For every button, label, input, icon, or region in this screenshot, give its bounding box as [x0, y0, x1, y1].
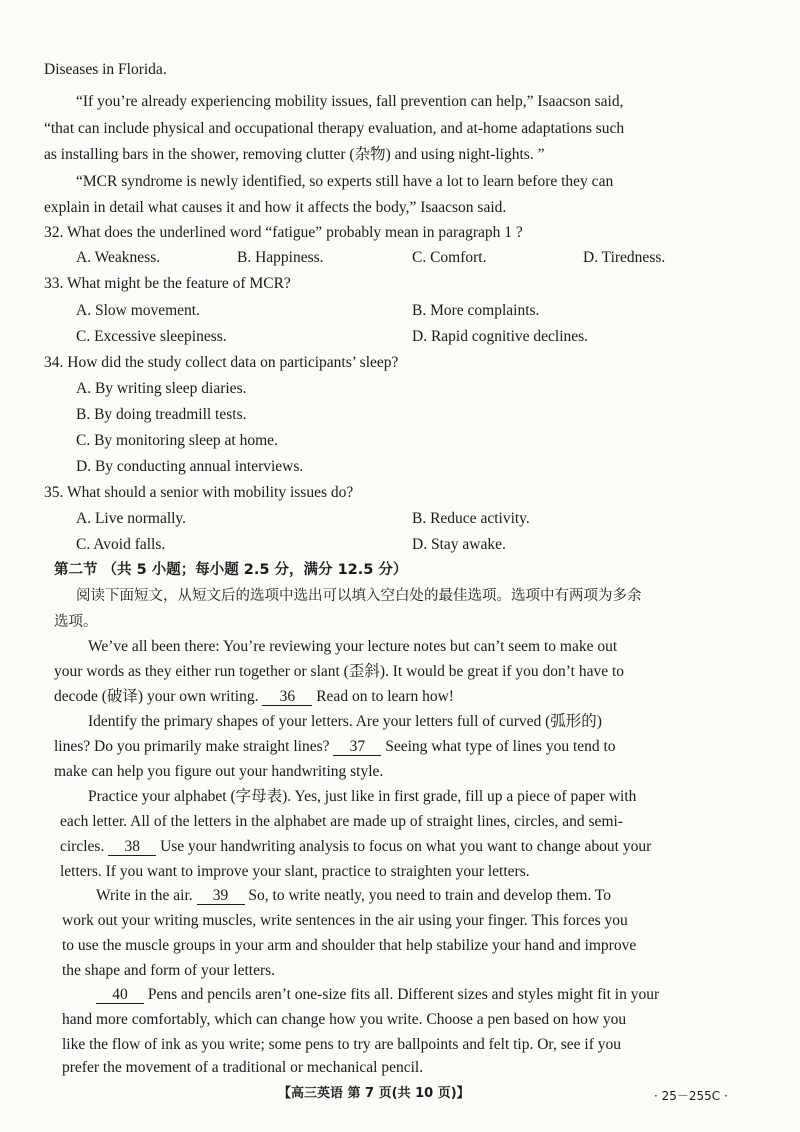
text-line: each letter. All of the letters in the alphabet are made up of straight lines, circles, and semi- — [60, 813, 623, 830]
text-line: your words as they either run together or slant (歪斜). It would be great if you don’t have to — [54, 663, 625, 680]
text-line: hand more comfortably, which can change how you write. Choose a pen based on how you — [62, 1011, 627, 1028]
text-line: We’ve all been there: You’re reviewing your lecture notes but can’t seem to make out — [88, 638, 618, 655]
text-span: lines? Do you primarily make straight lines? — [54, 738, 330, 755]
text-span: Use your handwriting analysis to focus on what you want to change about your — [160, 838, 652, 855]
text-line: “If you’re already experiencing mobility issues, fall prevention can help,” Isaacson said, — [76, 93, 624, 110]
option-a: A. Live normally. — [76, 510, 187, 527]
option-d: D. Rapid cognitive declines. — [412, 328, 589, 345]
option-c: C. By monitoring sleep at home. — [76, 432, 278, 449]
text-span: decode (破译) your own writing. — [54, 688, 259, 705]
option-a: A. By writing sleep diaries. — [76, 380, 247, 397]
option-a: A. Weakness. — [76, 249, 161, 266]
option-d: D. Tiredness. — [583, 249, 666, 266]
option-b: B. More complaints. — [412, 302, 540, 319]
text-span: circles. — [60, 838, 105, 855]
section-instructions: 阅读下面短文，从短文后的选项中选出可以填入空白处的最佳选项。选项中有两项为多余 — [76, 588, 642, 604]
text-span: Read on to learn how! — [316, 688, 454, 705]
text-line: to use the muscle groups in your arm and shoulder that help stabilize your hand and improve — [62, 937, 637, 954]
blank-36[interactable]: 36 — [262, 688, 312, 706]
blank-39[interactable]: 39 — [197, 887, 245, 905]
text-span: Write in the air. — [96, 887, 193, 904]
text-span: Pens and pencils aren’t one-size fits all. Different sizes and styles might fit in your — [147, 986, 660, 1003]
option-a: A. Slow movement. — [76, 302, 200, 319]
text-line: make can help you figure out your handwriting style. — [54, 763, 384, 780]
text-line: work out your writing muscles, write sentences in the air using your finger. This forces you — [62, 912, 628, 929]
text-line: like the flow of ink as you write; some pens to try are ballpoints and felt tip. Or, see if you — [62, 1036, 621, 1053]
option-b: B. By doing treadmill tests. — [76, 406, 247, 423]
text-line: explain in detail what causes it and how it affects the body,” Isaacson said. — [44, 199, 507, 216]
option-d: D. Stay awake. — [412, 536, 506, 553]
text-line: Identify the primary shapes of your letters. Are your letters full of curved (弧形的) — [88, 713, 602, 730]
blank-40[interactable]: 40 — [96, 986, 144, 1004]
text-line — [96, 886, 611, 906]
text-line: Practice your alphabet (字母表). Yes, just like in first grade, fill up a piece of paper with — [88, 788, 637, 805]
blank-38[interactable]: 38 — [108, 838, 156, 856]
text-line — [96, 985, 659, 1005]
text-line: Diseases in Florida. — [44, 61, 167, 78]
question-stem: 34. How did the study collect data on participants’ sleep? — [44, 354, 399, 371]
text-span: So, to write neatly, you need to train and develop them. To — [248, 887, 612, 904]
question-stem: 35. What should a senior with mobility issues do? — [44, 484, 354, 501]
page-number-label: 【高三英语 第 7 页(共 10 页)】 — [278, 1086, 470, 1101]
option-c: C. Avoid falls. — [76, 536, 166, 553]
text-line: prefer the movement of a traditional or mechanical pencil. — [62, 1059, 424, 1076]
text-span: Seeing what type of lines you tend to — [385, 738, 616, 755]
text-line — [54, 687, 454, 707]
option-c: C. Excessive sleepiness. — [76, 328, 227, 345]
question-stem: 32. What does the underlined word “fatigue” probably mean in paragraph 1 ? — [44, 224, 523, 241]
option-c: C. Comfort. — [412, 249, 487, 266]
text-line — [60, 837, 651, 857]
text-line: letters. If you want to improve your slant, practice to straighten your letters. — [60, 863, 530, 880]
question-stem: 33. What might be the feature of MCR? — [44, 275, 291, 292]
text-line — [54, 737, 616, 757]
section-heading: 第二节 （共 5 小题；每小题 2.5 分，满分 12.5 分） — [54, 562, 408, 578]
text-line: “that can include physical and occupational therapy evaluation, and at-home adaptations such — [44, 120, 625, 137]
text-line: as installing bars in the shower, removing clutter (杂物) and using night-lights. ” — [44, 146, 545, 163]
text-line: “MCR syndrome is newly identified, so experts still have a lot to learn before they can — [76, 173, 614, 190]
option-b: B. Happiness. — [237, 249, 324, 266]
text-line: the shape and form of your letters. — [62, 962, 276, 979]
blank-37[interactable]: 37 — [333, 738, 381, 756]
option-b: B. Reduce activity. — [412, 510, 530, 527]
option-d: D. By conducting annual interviews. — [76, 458, 304, 475]
section-instructions: 选项。 — [54, 614, 98, 630]
paper-code: · 25－255C · — [654, 1089, 728, 1103]
